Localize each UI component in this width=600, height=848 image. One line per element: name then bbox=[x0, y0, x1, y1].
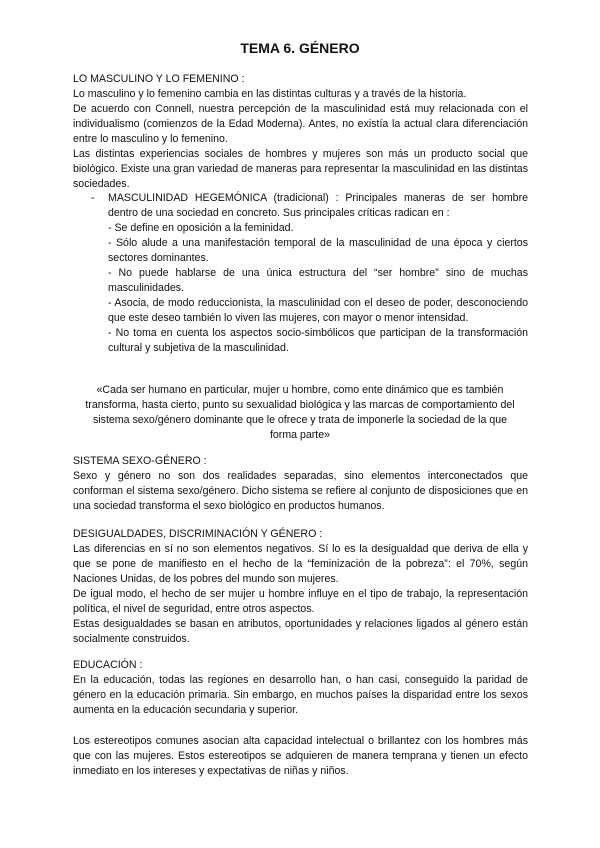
paragraph: Sexo y género no son dos realidades separadas, sino elementos interconectados que conforman el sistema sexo/género. Dicho sistema se refiere al conjunto de disposiciones que en una sociedad transforma el sexo biológico en productos humanos. bbox=[73, 470, 528, 512]
hegemonic-masculinity-list bbox=[91, 191, 528, 367]
list-subitem: - No puede hablarse de una única estructura del “ser hombre” sino de muchas masculinidades. bbox=[108, 267, 528, 294]
list-item bbox=[108, 191, 528, 356]
list-subitem: - Sólo alude a una manifestación temporal de la masculinidad de una época y ciertos sectores dominantes. bbox=[108, 237, 528, 264]
paragraph: De acuerdo con Connell, nuestra percepción de la masculinidad está muy relacionada con el individualismo (comienzos de la Edad Moderna). Antes, no existía la actual clara diferenciación entre lo masculino y lo femenino. bbox=[73, 103, 528, 145]
section-desigualdades bbox=[73, 527, 528, 647]
paragraph: Los estereotipos comunes asocian alta capacidad intelectual o brillantez con los hombres más que con las mujeres. Estos estereotipos se adquieren de manera temprana y tienen un efecto inmediato en los intereses y expectativas de niñas y niños. bbox=[73, 735, 528, 777]
section-heading: EDUCACIÓN : bbox=[73, 659, 143, 671]
paragraph: Las distintas experiencias sociales de hombres y mujeres son más un producto social que biológico. Existe una gran variedad de maneras para representar la masculinidad en las distintas sociedades. bbox=[73, 148, 528, 190]
paragraph: Lo masculino y lo femenino cambia en las distintas culturas y a través de la historia. bbox=[73, 88, 467, 100]
quote-text: «Cada ser humano en particular, mujer u hombre, como ente dinámico que es también transforma, hasta cierto, punto su sexualidad biológica y las marcas de comportamiento del sistema sexo/género dominante que le ofrece y trata de imponerle la sociedad de la que forma parte» bbox=[85, 384, 515, 441]
document-title: TEMA 6. GÉNERO bbox=[240, 40, 360, 56]
list-bullet: - bbox=[91, 192, 95, 204]
section-heading: DESIGUALDADES, DISCRIMINACIÓN Y GÉNERO : bbox=[73, 528, 323, 540]
section-educacion bbox=[73, 658, 528, 779]
list-subitem: - Se define en oposición a la feminidad. bbox=[108, 222, 294, 234]
paragraph: Las diferencias en sí no son elementos negativos. Sí lo es la desigualdad que deriva de ella y que se pone de manifiesto en el hecho de la “feminización de la pobreza”: el 70%, según Naciones Unidas, de los pobres del mundo son mujeres. bbox=[73, 543, 528, 585]
list-intro: MASCULINIDAD HEGEMÓNICA (tradicional) : Principales maneras de ser hombre dentro de una sociedad en concreto. Sus principales críticas radican en : bbox=[108, 192, 528, 219]
paragraph: Estas desigualdades se basan en atributos, oportunidades y relaciones ligados al género están socialmente construidos. bbox=[73, 618, 528, 645]
paragraph: En la educación, todas las regiones en desarrollo han, o han casi, conseguido la paridad de género en la educación primaria. Sin embargo, en muchos países la disparidad entre los sexos aumenta en la educación secundaria y superior. bbox=[73, 674, 528, 716]
section-sistema bbox=[73, 454, 528, 514]
list-subitem: - No toma en cuenta los aspectos socio-simbólicos que participan de la transformación cultural y subjetiva de la masculinidad. bbox=[108, 327, 528, 354]
quote-block bbox=[83, 383, 517, 443]
paragraph: De igual modo, el hecho de ser mujer u hombre influye en el tipo de trabajo, la representación política, el nivel de seguridad, entre otros aspectos. bbox=[73, 588, 528, 615]
section-heading: LO MASCULINO Y LO FEMENINO : bbox=[73, 73, 245, 85]
section-heading: SISTEMA SEXO-GÉNERO : bbox=[73, 455, 207, 467]
list-subitem: - Asocia, de modo reduccionista, la masculinidad con el deseo de poder, desconociendo que este deseo también lo viven las mujeres, con mayor o menor intensidad. bbox=[108, 297, 528, 324]
section-masculino bbox=[73, 72, 528, 192]
